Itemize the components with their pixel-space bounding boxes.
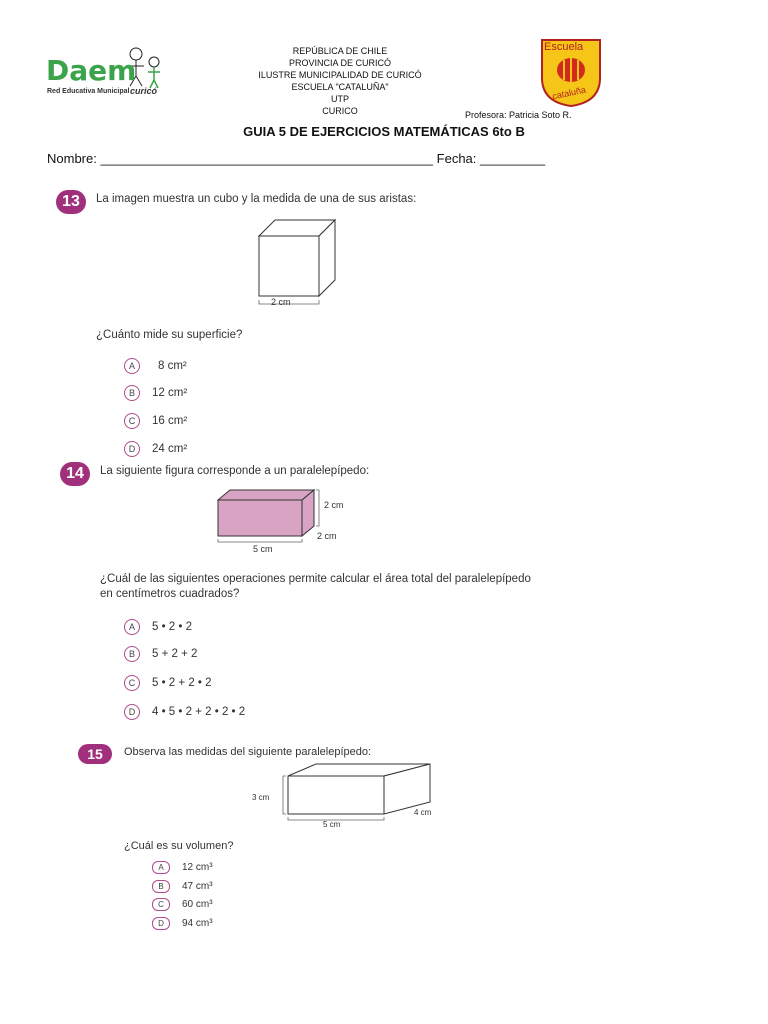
option-text: 12 cm³ bbox=[182, 862, 213, 873]
daem-city: curicó bbox=[130, 86, 158, 96]
option-letter: D bbox=[124, 704, 140, 720]
daem-brand: Daem bbox=[46, 54, 137, 87]
option-text: 4 • 5 • 2 + 2 • 2 • 2 bbox=[152, 706, 246, 718]
q14-option-c[interactable] bbox=[124, 675, 212, 691]
nombre-fecha-line: Nombre: ______________________________________________ Fecha: _________ bbox=[47, 151, 546, 166]
option-letter: D bbox=[124, 441, 140, 457]
option-text: 5 • 2 • 2 bbox=[152, 621, 193, 633]
option-letter: C bbox=[124, 413, 140, 429]
q13-option-b[interactable] bbox=[124, 385, 187, 401]
option-letter: B bbox=[124, 646, 140, 662]
q15-option-b[interactable] bbox=[152, 880, 213, 893]
option-text: 94 cm³ bbox=[182, 918, 213, 929]
prism-top bbox=[218, 490, 314, 500]
option-text: 12 cm² bbox=[152, 387, 188, 399]
question-13-badge: 13 bbox=[56, 190, 86, 214]
question-15-prompt: ¿Cuál es su volumen? bbox=[124, 840, 234, 852]
prism-15-width-label: 5 cm bbox=[323, 820, 341, 829]
prism-15-height-label: 3 cm bbox=[252, 793, 270, 802]
option-letter: A bbox=[124, 619, 140, 635]
option-text: 24 cm² bbox=[152, 443, 188, 455]
teacher-name: Profesora: Patricia Soto R. bbox=[465, 110, 572, 120]
question-14-text: La siguiente figura corresponde a un paralelepípedo: bbox=[100, 465, 370, 477]
q15-option-d[interactable] bbox=[152, 917, 213, 930]
daem-logo bbox=[46, 44, 171, 104]
option-letter: D bbox=[152, 917, 170, 930]
option-letter: C bbox=[152, 898, 170, 911]
header-line-5: UTP bbox=[331, 94, 349, 104]
prism-15-height-line bbox=[283, 776, 286, 814]
prism-figure bbox=[214, 486, 334, 556]
escuela-logo bbox=[540, 38, 602, 108]
header-line-6: CURICO bbox=[322, 106, 358, 116]
prism-height-line bbox=[316, 490, 319, 526]
q15-option-a[interactable] bbox=[152, 861, 213, 874]
cube-figure bbox=[255, 212, 345, 312]
cube-front bbox=[259, 236, 319, 296]
question-14-prompt-line-2: en centímetros cuadrados? bbox=[100, 588, 240, 600]
cube-edge-label: 2 cm bbox=[271, 297, 291, 307]
prism-depth-label: 2 cm bbox=[317, 531, 337, 541]
header-line-1: REPÚBLICA DE CHILE bbox=[292, 46, 388, 56]
page-title: GUIA 5 DE EJERCICIOS MATEMÁTICAS 6to B bbox=[243, 124, 525, 139]
prism-width-line bbox=[218, 539, 302, 542]
option-text: 60 cm³ bbox=[182, 899, 213, 910]
question-14-badge: 14 bbox=[60, 462, 90, 486]
q14-option-b[interactable] bbox=[124, 646, 197, 662]
prism-15-figure bbox=[280, 760, 450, 830]
header-line-4: ESCUELA "CATALUÑA" bbox=[291, 82, 389, 92]
q13-option-c[interactable] bbox=[124, 413, 187, 429]
prism-front bbox=[218, 500, 302, 536]
header-line-2: PROVINCIA DE CURICÓ bbox=[288, 58, 391, 68]
header-block bbox=[230, 45, 450, 117]
q15-option-c[interactable] bbox=[152, 898, 213, 911]
option-letter: C bbox=[124, 675, 140, 691]
option-letter: A bbox=[152, 861, 170, 874]
question-14-prompt-line-1: ¿Cuál de las siguientes operaciones permite calcular el área total del paralelepípedo bbox=[100, 573, 531, 585]
q14-option-d[interactable] bbox=[124, 704, 245, 720]
question-15-text: Observa las medidas del siguiente paralelepípedo: bbox=[124, 746, 372, 758]
option-letter: B bbox=[124, 385, 140, 401]
daem-tagline: Red Educativa Municipal bbox=[47, 88, 130, 95]
prism-width-label: 5 cm bbox=[253, 544, 273, 554]
option-text: 47 cm³ bbox=[182, 881, 213, 892]
prism-15-front bbox=[288, 776, 384, 814]
q13-option-d[interactable] bbox=[124, 441, 187, 457]
question-13-prompt: ¿Cuánto mide su superficie? bbox=[96, 329, 243, 341]
q13-option-a[interactable] bbox=[124, 358, 187, 374]
option-letter: A bbox=[124, 358, 140, 374]
prism-height-label: 2 cm bbox=[324, 500, 344, 510]
option-letter: B bbox=[152, 880, 170, 893]
escuela-logo-bottom: cataluña bbox=[551, 84, 587, 102]
question-15-badge: 15 bbox=[78, 744, 112, 764]
header-line-3: ILUSTRE MUNICIPALIDAD DE CURICÓ bbox=[258, 70, 422, 80]
option-text: 5 • 2 + 2 • 2 bbox=[152, 677, 212, 689]
question-13-text: La imagen muestra un cubo y la medida de una de sus aristas: bbox=[96, 193, 417, 205]
option-text: 5 + 2 + 2 bbox=[152, 648, 198, 660]
escuela-logo-top: Escuela bbox=[544, 41, 584, 53]
option-text: 16 cm² bbox=[152, 415, 188, 427]
q14-option-a[interactable] bbox=[124, 619, 192, 635]
option-text: 8 cm² bbox=[158, 360, 187, 372]
prism-15-depth-label: 4 cm bbox=[414, 808, 432, 817]
